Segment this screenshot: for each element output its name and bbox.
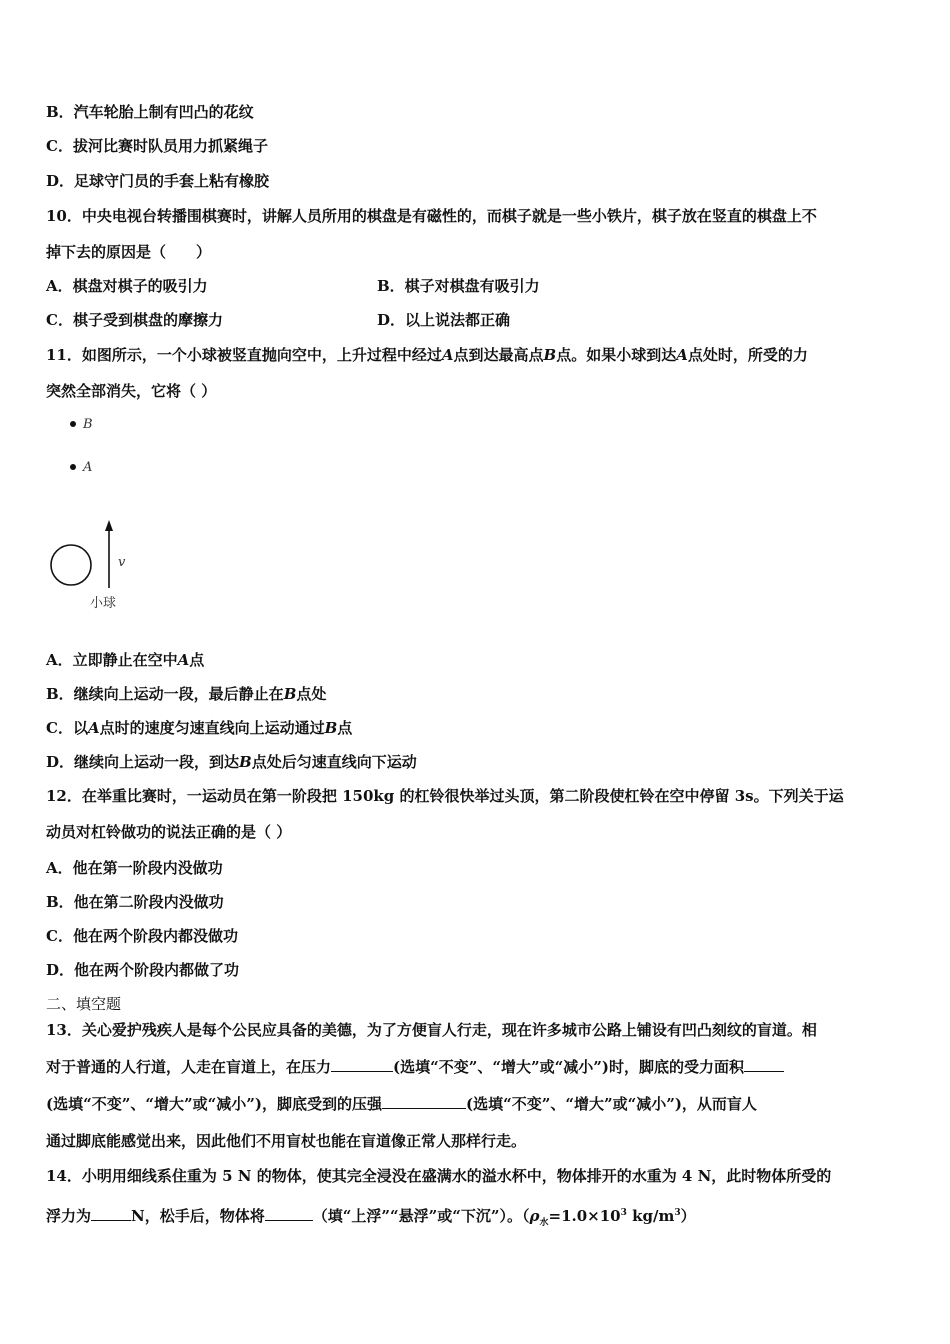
q12-option-b: B．他在第二阶段内没做功 (46, 893, 224, 911)
q11-stem-line1 (46, 345, 808, 365)
q11-option-text: 点处后匀速直线向下运动 (251, 753, 417, 771)
answer-blank[interactable] (744, 1057, 784, 1072)
q11-option-text: C．以 (46, 719, 88, 737)
point-a-ref: A (177, 651, 190, 669)
q11-stem-part: 点处时，所受的力 (687, 346, 808, 364)
point-a-ref: A (87, 719, 100, 737)
ball-icon (51, 545, 91, 585)
q13-line3 (46, 1094, 757, 1114)
q11-option-c (46, 718, 352, 738)
q13-text: 对于普通的人行道，人走在盲道上，在压力 (46, 1058, 332, 1076)
q13-text: (选填“不变”、“增大”或“减小”)，脚底受到的压强 (46, 1095, 382, 1113)
q14-text: =1.0×10 (548, 1207, 621, 1225)
q11-option-text: B．继续向上运动一段，最后静止在 (46, 685, 284, 703)
q11-stem-part: 11．如图所示，一个小球被竖直抛向空中，上升过程中经过 (46, 346, 442, 364)
q14-text: ） (680, 1207, 696, 1225)
point-b-ref: B (239, 753, 252, 771)
answer-blank[interactable] (382, 1094, 466, 1109)
q14-text: 浮力为 (46, 1207, 92, 1225)
point-b-dot (70, 421, 76, 427)
q13-line1: 13．关心爱护残疾人是每个公民应具备的美德，为了方便盲人行走，现在许多城市公路上铺设有凹凸刻纹的盲道。相 (46, 1021, 817, 1039)
exponent: 3 (674, 1208, 681, 1218)
point-a-label: A (83, 460, 93, 475)
q13-text: (选填“不变”、“增大”或“减小”)时，脚底的受力面积 (393, 1058, 744, 1076)
q11-option-text: 点 (337, 719, 353, 737)
rho-subscript: 水 (539, 1218, 549, 1228)
ball-label: 小球 (90, 596, 117, 611)
q11-option-text: 点时的速度匀速直线向上运动通过 (99, 719, 325, 737)
exponent: 3 (620, 1208, 627, 1218)
q10-option-c: C．棋子受到棋盘的摩擦力 (46, 311, 223, 329)
q11-option-d (46, 752, 417, 772)
point-b-ref: B (324, 719, 338, 737)
point-a-ref: A (676, 346, 688, 364)
answer-blank[interactable] (265, 1206, 313, 1221)
answer-blank[interactable] (91, 1206, 131, 1221)
q11-stem-part: 点。如果小球到达 (556, 346, 677, 364)
q11-stem-line2: 突然全部消失，它将（ ） (46, 382, 217, 400)
q12-option-a: A．他在第一阶段内没做功 (46, 859, 223, 877)
q10-stem-line2: 掉下去的原因是（ ） (46, 243, 212, 261)
q10-stem-line1: 10．中央电视台转播围棋赛时，讲解人员所用的棋盘是有磁性的，而棋子就是一些小铁片，棋子放在竖直的棋盘上不 (46, 207, 817, 225)
q12-option-d: D．他在两个阶段内都做了功 (46, 961, 240, 979)
point-b-ref: B (543, 346, 557, 364)
q11-option-a (46, 650, 204, 670)
q14-line2 (46, 1203, 696, 1233)
section-title: 二、填空题 (46, 995, 122, 1013)
q9-option-d: D．足球守门员的手套上粘有橡胶 (46, 172, 270, 190)
q10-option-a: A．棋盘对棋子的吸引力 (46, 277, 208, 295)
point-a-ref: A (441, 346, 454, 364)
q10-option-b: B．棋子对棋盘有吸引力 (377, 277, 540, 295)
q10-option-d: D．以上说法都正确 (377, 311, 511, 329)
q12-option-c: C．他在两个阶段内都没做功 (46, 927, 238, 945)
q12-stem-line2: 动员对杠铃做功的说法正确的是（ ） (46, 823, 292, 841)
q11-option-b (46, 684, 326, 704)
q13-line2 (46, 1057, 784, 1077)
q14-text: N，松手后，物体将 (131, 1207, 265, 1225)
q9-option-c: C．拔河比赛时队员用力抓紧绳子 (46, 137, 268, 155)
q14-text: kg/m (626, 1207, 675, 1225)
velocity-label: v (118, 555, 126, 570)
q12-stem-line1: 12．在举重比赛时，一运动员在第一阶段把 150kg 的杠铃很快举过头顶，第二阶段使杠铃在空中停留 3s。下列关于运 (46, 787, 844, 805)
q11-option-text: A．立即静止在空中 (46, 651, 178, 669)
q11-stem-part: 点到达最高点 (453, 346, 544, 364)
q11-diagram (46, 410, 166, 620)
rho-symbol: ρ (529, 1207, 540, 1225)
q13-line4: 通过脚底能感觉出来，因此他们不用盲杖也能在盲道像正常人那样行走。 (46, 1132, 527, 1150)
q9-option-b: B．汽车轮胎上制有凹凸的花纹 (46, 103, 254, 121)
point-a-dot (70, 464, 76, 470)
point-b-ref: B (283, 685, 297, 703)
q14-line1: 14．小明用细线系住重为 5 N 的物体，使其完全浸没在盛满水的溢水杯中，物体排开的水重为 4 N，此时物体所受的 (46, 1167, 832, 1185)
q11-option-text: 点 (189, 651, 205, 669)
q13-text: (选填“不变”、“增大”或“减小”)，从而盲人 (465, 1095, 757, 1113)
point-b-label: B (83, 417, 93, 432)
q14-text: （填“上浮”“悬浮”或“下沉”）。（ (312, 1207, 530, 1225)
q11-option-text: D．继续向上运动一段，到达 (46, 753, 240, 771)
q11-option-text: 点处 (296, 685, 327, 703)
answer-blank[interactable] (331, 1057, 393, 1072)
velocity-arrow-head-icon (105, 520, 113, 531)
